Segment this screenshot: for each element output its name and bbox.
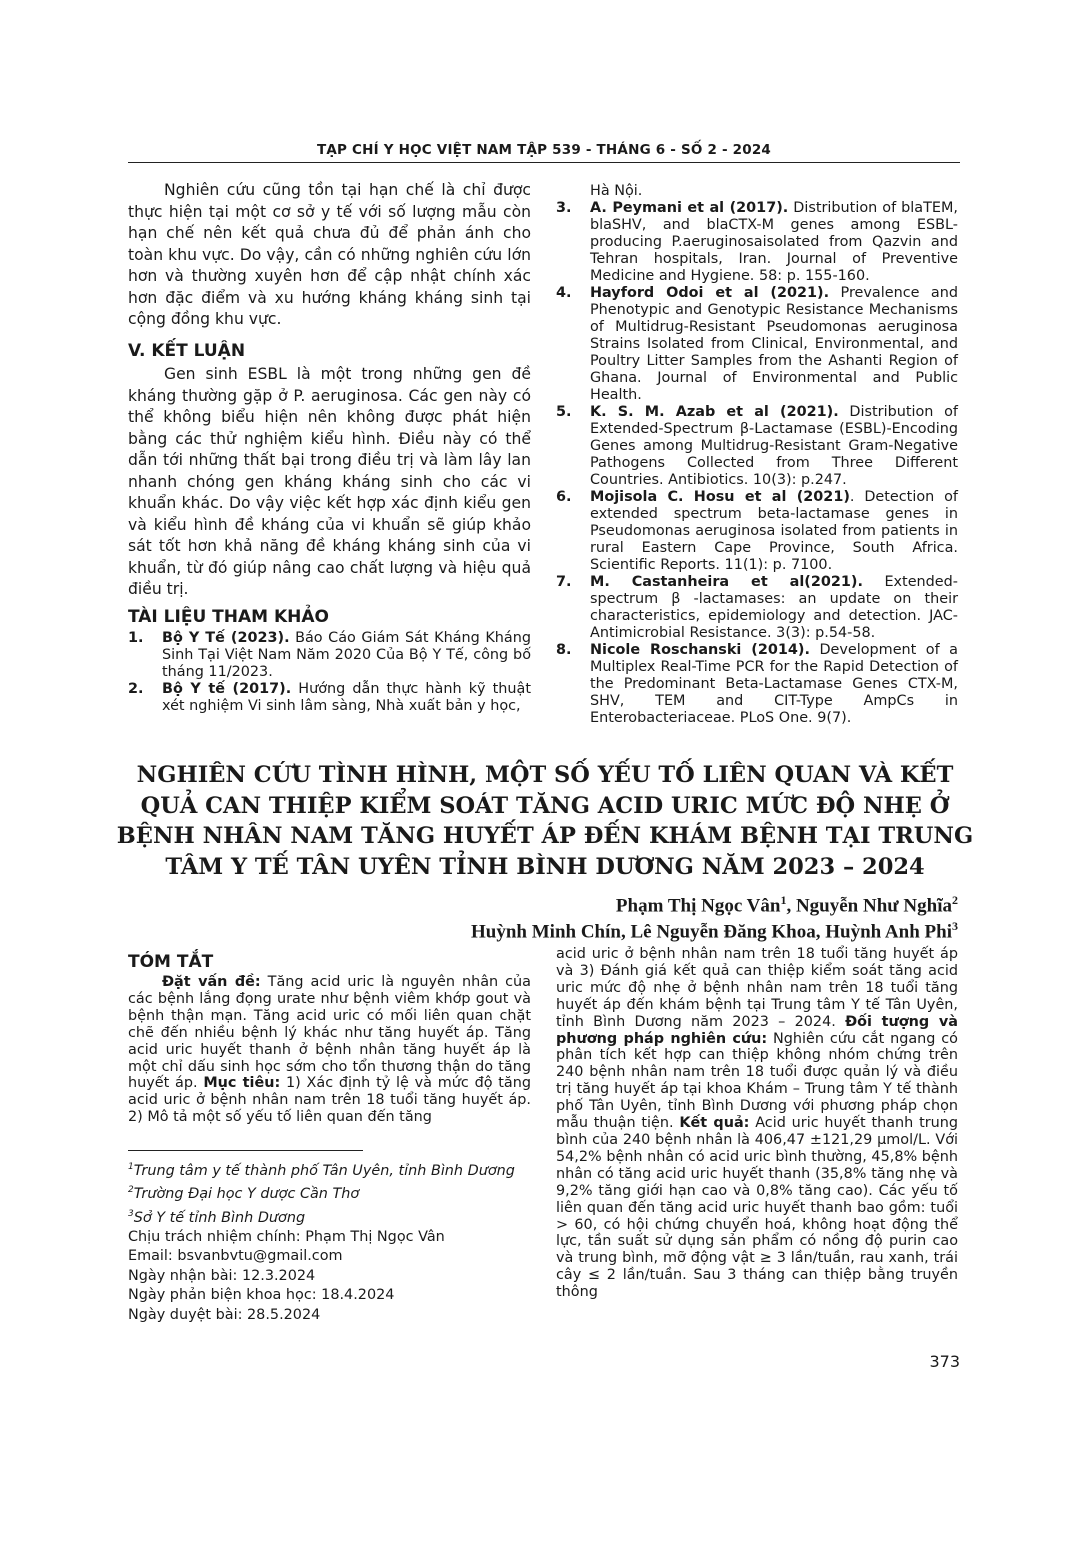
reference-item: 6. Mojisola C. Hosu et al (2021). Detection of extended spectrum beta-lactamase genes in Pseudomonas aeruginosa isolated from patients in rural Eastern Cape Province, South Africa. Scientific Reports. 11(1): p. 7100. (556, 489, 958, 573)
reference-item: 4. Hayford Odoi et al (2021). Prevalence and Phenotypic and Genotypic Resistance Mechanisms of Multidrug-Resistant Pseudomonas aeruginosa Strains Isolated from Clinical, Environmental, and Poultry Litter Samples from the Ashanti Region of Ghana. Journal of Environmental and Public Health. (556, 285, 958, 403)
page-number: 373 (929, 1352, 960, 1371)
references-heading: TÀI LIỆU THAM KHẢO (128, 606, 329, 627)
reference-item: Hà Nội. (590, 183, 643, 199)
affiliation-2: $^2$Trường Đại học Y dược Cần Thơ (128, 1185, 360, 1203)
limitation-paragraph: Nghiên cứu cũng tồn tại hạn chế là chỉ được thực hiện tại một cơ sở y tế với số lượng mẫu còn hạn chế nên kết quả chưa đủ để phản ánh cho toàn khu vực. Do vậy, cần có những nghiên cứu lớn hơn và thường xuyên hơn để cập nhật chính xác hơn đặc điểm và xu hướng kháng kháng sinh tại cộng đồng khu vực. (128, 181, 531, 328)
reference-item: 8. Nicole Roschanski (2014). Development of a Multiplex Real-Time PCR for the Rapid Detection of the Predominant Beta-Lactamase Genes CTX-M, SHV, TEM and CIT-Type AmpCs in Enterobacteriaceae. PLoS One. 9(7). (556, 642, 958, 726)
footnote-divider (128, 1150, 363, 1151)
date-reviewed: Ngày phản biện khoa học: 18.4.2024 (128, 1287, 395, 1304)
date-accepted: Ngày duyệt bài: 28.5.2024 (128, 1306, 321, 1323)
references-left (128, 630, 531, 715)
references-right (556, 183, 958, 727)
conclusion-paragraph: Gen sinh ESBL là một trong những gen đề kháng thường gặp ở P. aeruginosa. Các gen này có thể không biểu hiện nên không được phát hiện bằng các thử nghiệm kiểu hình. Điều này có thể dẫn tới những thất bại trong điều trị và làm lây lan nhanh chóng gen kháng kháng sinh cho các vi khuẩn khác. Do vậy việc kết hợp xác định kiểu gen và kiểu hình đề kháng của vi khuẩn sẽ giúp khảo sát tốt hơn khả năng đề kháng kháng sinh của vi khuẩn, từ đó giúp nâng cao chất lượng và hiệu quả điều trị. (128, 365, 531, 598)
affiliation-1: $^1$Trung tâm y tế thành phố Tân Uyên, tỉnh Bình Dương (128, 1162, 515, 1179)
authors-line-2: Huỳnh Minh Chín, Lê Nguyễn Đăng Khoa, Huỳnh Anh Phi$^3$ (471, 919, 958, 943)
abstract-paragraph-continued: acid uric ở bệnh nhân nam trên 18 tuổi tăng huyết áp và 3) Đánh giá kết quả can thiệp kiểm soát tăng acid uric mức độ nhẹ ở bệnh nhân nam trên 18 tuổi tăng huyết áp đến khám bệnh tại Trung tâm Y tế Tân Uyên, tỉnh Bình Dương năm 2023 – 2024. Đối tượng và phương pháp nghiên cứu: Nghiên cứu cắt ngang có phân tích kết hợp can thiệp không nhóm chứng trên 240 bệnh nhân nam trên 18 tuổi được quản lý và điều trị tăng huyết áp tại khoa Khám – Trung tâm Y tế thành phố Tân Uyên, tỉnh Bình Dương với phương pháp chọn mẫu thuận tiện. Kết quả: Acid uric huyết thanh trung bình của 240 bệnh nhân là 406,47 ±121,29 µmol/L. Với 54,2% bệnh nhân có acid uric bình thường, 45,8% bệnh nhân có tăng acid uric huyết thanh (35,8% tăng nhẹ và 9,2% tăng giới hạn cao và 0,8% tăng cao). Các yếu tố liên quan đến tăng acid uric huyết thanh bao gồm: tuổi > 60, có hội chứng chuyển hoá, không hoạt động thể lực, tần suất sử dụng sản phẩm có nồng độ purin cao và trung bình, mỡ động vật ≥ 3 lần/tuần, rau xanh, trái cây ≤ 2 lần/tuần. Sau 3 tháng can thiệp bằng truyền thông (556, 946, 959, 1301)
authors-line-1: Phạm Thị Ngọc Vân$^1$, Nguyễn Như Nghĩa$^2$ (615, 893, 958, 917)
abstract-heading: TÓM TẮT (128, 952, 214, 972)
conclusion-heading: V. KẾT LUẬN (128, 340, 246, 361)
reference-item: 7. M. Castanheira et al(2021). Extended-spectrum β -lactamases: an update on their characteristics, epidemiology and detection. JAC-Antimicrobial Resistance. 3(3): p.54-58. (556, 574, 958, 641)
journal-header: TẠP CHÍ Y HỌC VIỆT NAM TẬP 539 - THÁNG 6 - SỐ 2 - 2024 (128, 142, 960, 163)
left-column-top (128, 180, 531, 715)
article-title: NGHIÊN CỨU TÌNH HÌNH, MỘT SỐ YẾU TỐ LIÊN QUAN VÀ KẾT QUẢ CAN THIỆP KIỂM SOÁT TĂNG ACID URIC MỨC ĐỘ NHẸ Ở BỆNH NHÂN NAM TĂNG HUYẾT ÁP ĐẾN KHÁM BỆNH TẠI TRUNG TÂM Y TẾ TÂN UYÊN TỈNH BÌNH DƯƠNG NĂM 2023 – 2024 (116, 762, 974, 880)
affiliation-3: $^3$Sở Y tế tỉnh Bình Dương (128, 1208, 306, 1226)
email: Email: bsvanbvtu@gmail.com (128, 1248, 343, 1265)
reference-item: 2. Bộ Y tế (2017). Hướng dẫn thực hành kỹ thuật xét nghiệm Vi sinh lâm sàng, Nhà xuất bản y học, (128, 681, 531, 714)
abstract-paragraph: Đặt vấn đề: Tăng acid uric là nguyên nhân của các bệnh lắng đọng urate như bệnh viêm khớp gout và bệnh thận mạn. Tăng acid uric có mối liên quan chặt chẽ đến nhiều bệnh lý khác như tăng huyết áp. Tăng acid uric huyết thanh ở bệnh nhân tăng huyết áp là một chỉ dấu sinh học sớm cho tổn thương thận do tăng huyết áp. Mục tiêu: 1) Xác định tỷ lệ và mức độ tăng acid uric ở bệnh nhân nam trên 18 tuổi tăng huyết áp. 2) Mô tả một số yếu tố liên quan đến tăng (128, 974, 531, 1126)
date-received: Ngày nhận bài: 12.3.2024 (128, 1267, 316, 1284)
responsible-author: Chịu trách nhiệm chính: Phạm Thị Ngọc Vân (128, 1228, 445, 1245)
reference-item: 5. K. S. M. Azab et al (2021). Distribution of Extended-Spectrum β-Lactamase (ESBL)-Encoding Genes among Multidrug-Resistant Gram-Negative Pathogens Collected from Three Different Countries. Antibiotics. 10(3): p.247. (556, 404, 958, 488)
reference-item: 1. Bộ Y Tế (2023). Báo Cáo Giám Sát Kháng Kháng Sinh Tại Việt Nam Năm 2020 Của Bộ Y Tế, công bố tháng 11/2023. (128, 630, 531, 680)
footnotes (128, 1158, 531, 1325)
abstract-left (128, 952, 531, 1126)
abstract-right (556, 946, 958, 1301)
reference-item: 3. A. Peymani et al (2017). Distribution of blaTEM, blaSHV, and blaCTX-M genes among ESBL-producing P.aeruginosaisolated from Qazvin and Tehran hospitals, Iran. Journal of Preventive Medicine and Hygiene. 58: p. 155-160. (556, 200, 958, 284)
